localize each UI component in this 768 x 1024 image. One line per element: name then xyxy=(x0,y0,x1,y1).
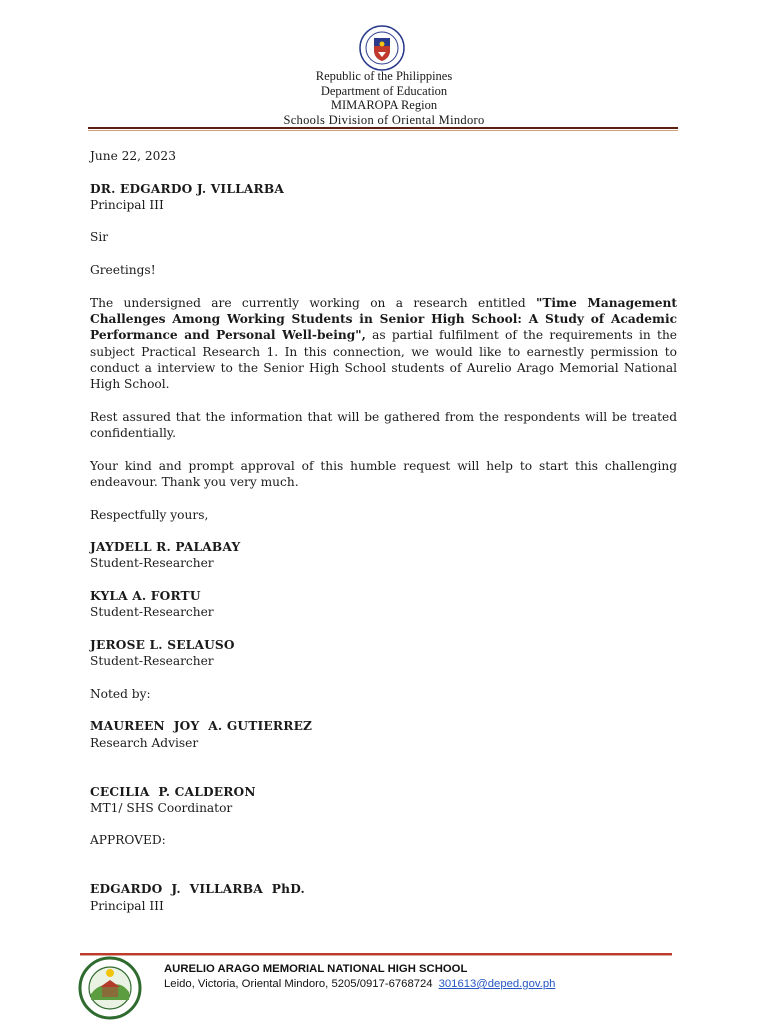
paragraph-request xyxy=(90,295,677,393)
deped-seal-logo xyxy=(356,24,408,72)
recipient-title: Principal III xyxy=(90,197,164,212)
researcher-role: Student-Researcher xyxy=(90,605,214,620)
letter-body xyxy=(90,148,677,914)
researcher-name: KYLA A. FORTU xyxy=(90,589,201,604)
coordinator-name: CECILIA P. CALDERON xyxy=(90,784,256,799)
recipient-name: DR. EDGARDO J. VILLARBA xyxy=(90,181,285,196)
complimentary-close: Respectfully yours, xyxy=(90,507,209,522)
letterhead xyxy=(0,69,768,127)
footer-address: Leido, Victoria, Oriental Mindoro, 5205/0917-6768724 xyxy=(164,978,433,990)
footer-school-name: AURELIO ARAGO MEMORIAL NATIONAL HIGH SCHOOL xyxy=(164,963,468,975)
adviser-name: MAUREEN JOY A. GUTIERREZ xyxy=(90,719,313,734)
noted-by-label: Noted by: xyxy=(90,686,151,701)
approved-label: APPROVED: xyxy=(90,833,166,848)
footer-email-link[interactable]: 301613@deped.gov.ph xyxy=(438,978,556,990)
footer-address-line xyxy=(164,977,555,992)
footer-contact xyxy=(164,962,555,992)
footer-divider xyxy=(80,953,672,955)
salutation: Sir xyxy=(90,230,109,245)
researcher-role: Student-Researcher xyxy=(90,556,214,571)
researcher-name: JEROSE L. SELAUSO xyxy=(90,637,235,652)
greeting: Greetings! xyxy=(90,263,156,278)
header-line-division: Schools Division of Oriental Mindoro xyxy=(283,112,485,127)
paragraph-request-intro: The undersigned are currently working on a research entitled xyxy=(90,295,536,310)
principal-name: EDGARDO J. VILLARBA PhD. xyxy=(90,882,305,897)
paragraph-request-rest: as partial fulfilment of the requirements in the subject Practical Research 1. In this connection, we would like to earnestly permission to conduct a interview to the Senior High School students of Aurelio Arago Memorial National High School. xyxy=(90,328,678,392)
school-seal-logo xyxy=(78,956,142,1020)
header-line-region: MIMAROPA Region xyxy=(330,98,438,113)
research-title: "Time Management Challenges Among Working Students in Senior High School: A Study of Academic Performance and Personal Well-being", xyxy=(90,295,677,343)
header-line-department: Department of Education xyxy=(320,83,448,98)
researcher-role: Student-Researcher xyxy=(90,654,214,669)
header-line-republic: Republic of the Philippines xyxy=(315,69,453,83)
coordinator-role: MT1/ SHS Coordinator xyxy=(90,800,233,815)
header-divider xyxy=(88,127,678,131)
principal-role: Principal III xyxy=(90,898,164,913)
researcher-name: JAYDELL R. PALABAY xyxy=(90,540,241,555)
paragraph-confidentiality: Rest assured that the information that will be gathered from the respondents will be treated confidentially. xyxy=(90,409,677,441)
adviser-role: Research Adviser xyxy=(90,735,199,750)
paragraph-closing: Your kind and prompt approval of this humble request will help to start this challenging endeavour. Thank you very much. xyxy=(90,458,677,489)
letter-date: June 22, 2023 xyxy=(90,149,176,163)
